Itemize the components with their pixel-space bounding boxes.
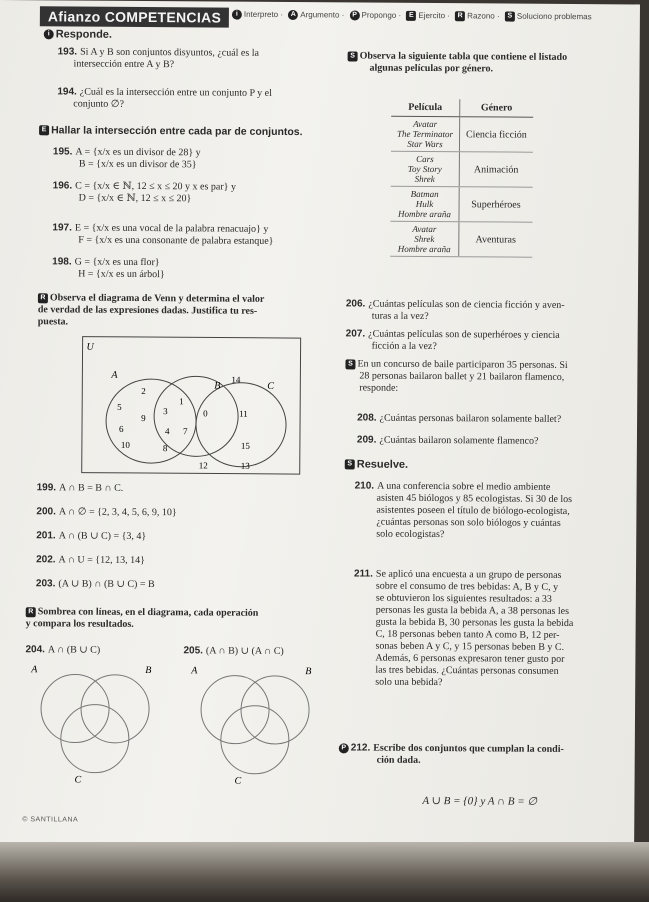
venn-number: 0 [203, 408, 208, 419]
venn-number: 5 [117, 401, 122, 412]
table-row: Avatar Shrek Hombre araña Aventuras [390, 221, 532, 257]
soluciono-icon: S [345, 359, 355, 369]
question-205: 205. (A ∩ B) ∪ (A ∩ C) [183, 645, 284, 657]
propongo-icon: P [339, 743, 349, 753]
tag-propongo: P Propongo · [350, 10, 402, 20]
soluciono-icon: S [348, 51, 358, 61]
venn-number: 4 [164, 426, 170, 437]
propongo-icon: P [350, 10, 360, 20]
venn-label-a: A [191, 665, 198, 677]
interpreto-icon: i [232, 10, 242, 20]
venn-number: 6 [118, 423, 124, 434]
question-196: 196. C = {x/x ∈ ℕ, 12 ≤ x ≤ 20 y x es par} y D = {x/x ∈ ℕ, 12 ≤ x ≤ 20} [52, 180, 237, 205]
hallar-heading: E Hallar la intersección entre cada par de conjuntos. [39, 124, 303, 138]
venn-number: 14 [231, 374, 241, 385]
observa-table-instruction: S Observa la siguiente tabla que contiene el listado algunas películas por género. [347, 50, 639, 76]
question-201: 201. A ∩ (B ∪ C) = {3, 4} [36, 530, 147, 543]
competency-tags [232, 10, 595, 23]
venn-label-c: C [267, 380, 275, 392]
question-204: 204. A ∩ (B ∪ C) [25, 644, 101, 656]
question-209: 209. ¿Cuántas bailaron solamente flamenco? [356, 434, 539, 447]
responde-heading: i Responde. [44, 28, 112, 40]
venn-number: 13 [240, 460, 250, 471]
venn-number: 10 [120, 439, 130, 450]
venn-number: 2 [141, 385, 146, 397]
table-row: Batman Hulk Hombre araña Superhéroes [390, 186, 532, 222]
venn-number: 7 [182, 426, 188, 437]
question-212: P 212. Escribe dos conjuntos que cumplan la condi- ción dada. [339, 742, 635, 768]
venn-label-u: U [86, 341, 94, 353]
question-207: 207. ¿Cuántas películas son de superhéroes y ciencia ficción a la vez? [345, 328, 560, 353]
ejercito-icon: E [406, 11, 416, 21]
razono-icon: R [38, 293, 48, 303]
venn-number: 1 [179, 396, 184, 407]
question-203: 203. (A ∪ B) ∩ (B ∪ C) = B [35, 578, 155, 591]
question-206: 206. ¿Cuántas películas son de ciencia ficción y aven- turas a la vez? [345, 298, 565, 323]
venn-label-a: A [31, 664, 38, 676]
question-193: 193. Si A y B son conjuntos disyuntos, ¿cuál es la intersección entre A y B? [57, 46, 260, 71]
soluciono-icon: S [345, 460, 355, 470]
tag-interpreto: i Interpreto · [232, 10, 283, 20]
resuelve-heading: S Resuelve. [345, 458, 408, 470]
venn-number: 11 [239, 408, 248, 419]
ejercito-icon: E [39, 125, 49, 135]
tag-ejercito: E Ejercito · [406, 11, 450, 21]
venn-label-c: C [74, 774, 82, 786]
question-208: 208. ¿Cuántas personas bailaron solamente ballet? [357, 412, 562, 425]
argumento-icon: A [288, 10, 298, 20]
publisher-logo: © SANTILLANA [22, 816, 79, 824]
sombrea-instruction: R Sombrea con líneas, en el diagrama, cada operación y compara los resultados. [25, 606, 259, 630]
venn-number: 12 [198, 460, 208, 471]
set-condition: A ∪ B = {0} y A ∩ B = ∅ [422, 794, 538, 808]
soluciono-icon: S [505, 12, 515, 22]
question-211: 211. Se aplicó una encuesta a un grupo de personas sobre el consumo de tres bebidas: A, B y C, y se obtuvieron los siguientes resultados: a 33 personas les gusta la bebida A, a 38 personas les gusta la bebida B, 30 personas les gusta la bebida C, 18 personas beben tanto A como B, 12 per- sonas beben A y C, y 15 personas beben B y C. Además, 6 personas expresaron tener gusto por las tres bebidas. ¿Cuántas personas consumen solo una bebida? [353, 568, 574, 689]
interpreto-icon: i [44, 29, 54, 39]
question-198: 198. G = {x/x es una flor} H = {x/x es un árbol} [52, 256, 165, 281]
section-title: Afianzo COMPETENCIAS [40, 6, 229, 27]
razono-icon: R [26, 607, 36, 617]
films-table [390, 99, 533, 258]
tag-soluciono: S Soluciono problemas [505, 12, 592, 23]
tag-razono: R Razono · [455, 11, 500, 21]
question-195: 195. A = {x/x es un divisor de 28} y B = {x/x es un divisor de 35} [52, 146, 201, 171]
question-200: 200. A ∩ ∅ = {2, 3, 4, 5, 6, 9, 10} [36, 506, 177, 519]
table-row: Avatar The Terminator Star Wars Ciencia ficción [391, 116, 533, 152]
col-pelicula: Película [391, 99, 460, 117]
venn-diagram-205[interactable] [185, 661, 326, 787]
venn-number: 8 [162, 443, 168, 454]
observa-instruction: R Observa el diagrama de Venn y determina el valor de verdad de las expresiones dadas. Justifica tu res- puesta. [37, 292, 265, 328]
venn-label-c: C [234, 775, 242, 787]
question-199: 199. A ∩ B = B ∩ C. [36, 482, 124, 494]
venn-label-a: A [111, 369, 118, 381]
question-194: 194. ¿Cuál es la intersección entre un conjunto P y el conjunto ∅? [57, 86, 272, 110]
venn-label-b: B [214, 380, 221, 392]
photo-shadow [0, 842, 649, 902]
venn-label-b: B [145, 665, 152, 677]
question-202: 202. A ∩ U = {12, 13, 14} [36, 554, 145, 567]
tag-argumento: A Argumento · [288, 10, 344, 20]
razono-icon: R [455, 11, 465, 21]
venn-number: 9 [141, 412, 146, 424]
venn-number: 3 [163, 406, 168, 417]
venn-diagram-204[interactable] [25, 660, 166, 786]
concurso-problem: S En un concurso de baile participaron 35 personas. Si 28 personas bailaron ballet y 21 bailaron flamenco, responde: [345, 358, 637, 396]
venn-diagram-abc [81, 336, 302, 478]
question-210: 210. A una conferencia sobre el medio ambiente asisten 45 biólogos y 85 ecologistas. Si 30 de los asistentes poseen el título de biólogo-ecologista, ¿cuántas personas son solo biólogos y cuántas solo ecologistas? [354, 480, 573, 541]
question-197: 197. E = {x/x es una vocal de la palabra renacuajo} y F = {x/x es una consonante de palabra estanque} [52, 222, 274, 247]
venn-label-b: B [305, 666, 312, 678]
venn-number: 15 [240, 440, 250, 451]
col-genero: Género [460, 99, 533, 117]
table-row: Cars Toy Story Shrek Animación [391, 151, 533, 187]
